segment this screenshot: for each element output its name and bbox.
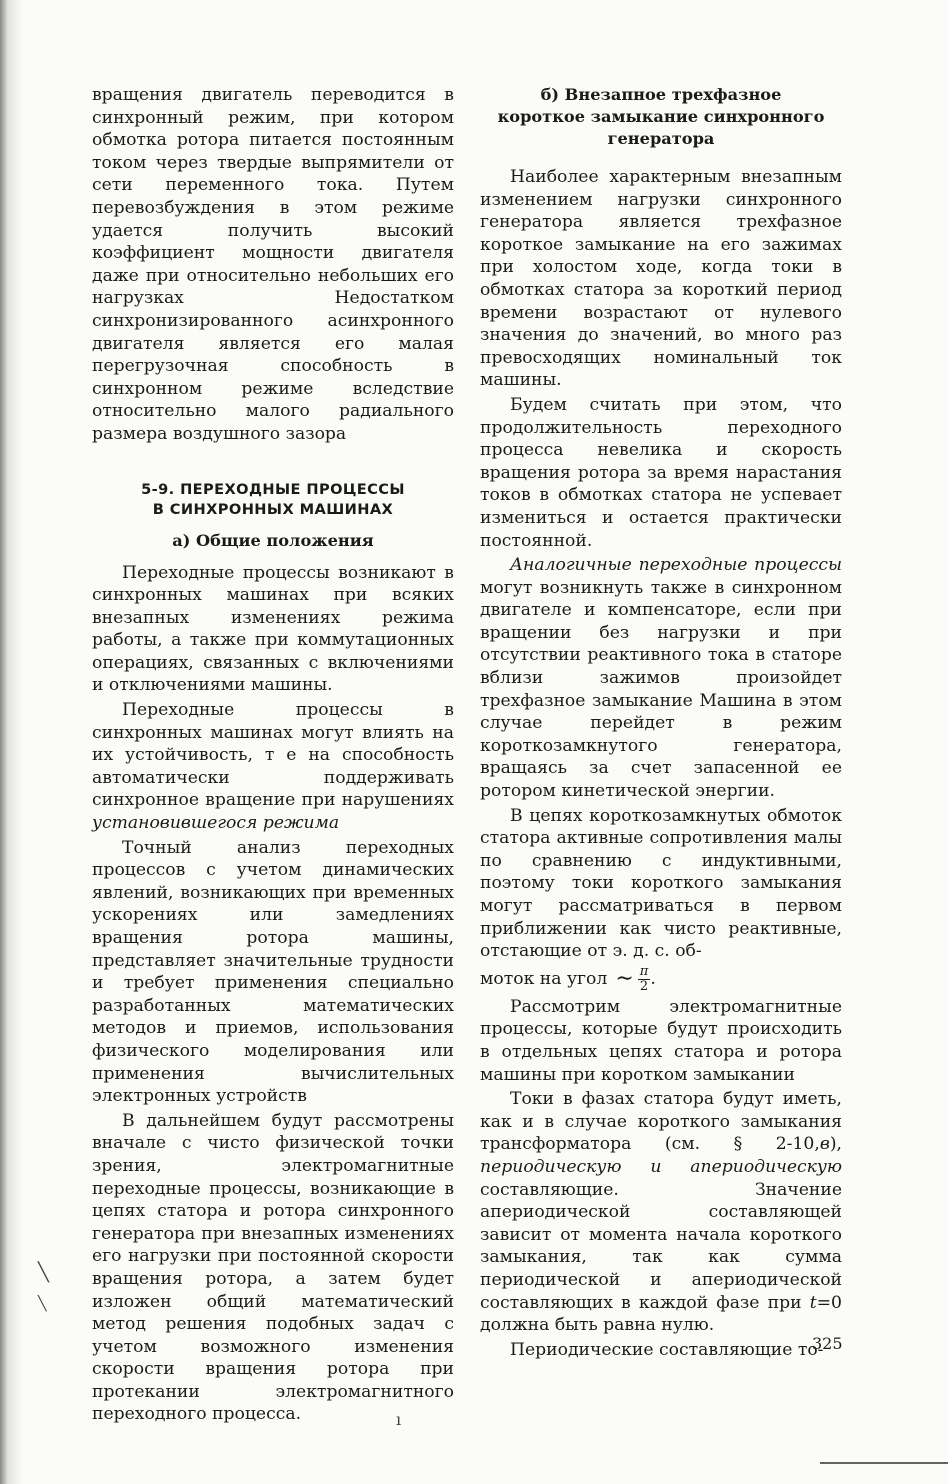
paragraph: Точный анализ переходных процессов с учетом динамических явлений, возникающих при временных ускорениях или замедлениях вращения ротора машины, представляет значительные трудности и требует применения специально разработанных математических методов и приемов, использования физического моделирования или применения вычислительных электронных устройств xyxy=(92,837,454,1107)
page-number: 325 xyxy=(812,1334,843,1353)
formula-line xyxy=(480,965,842,994)
section-heading-line1: 5-9. ПЕРЕХОДНЫЕ ПРОЦЕССЫ xyxy=(141,480,405,498)
paragraph-text: =0 должна быть равна нулю. xyxy=(480,1292,842,1336)
italic-phrase: периодическую и апериодическую xyxy=(480,1156,842,1177)
paragraph: Переходные процессы возникают в синхронных машинах при всяких внезапных изменениях режима работы, а также при коммутационных операциях, связанных с включениями и отключениями машины. xyxy=(92,562,454,696)
paragraph: В цепях короткозамкнутых обмоток статора активные сопротивления малы по сравнению с индуктивными, поэтому токи короткого замыкания могут рассматриваться в первом приближении как чисто реактивные, отстающие от э. д. с. об- xyxy=(480,805,842,962)
subsection-heading-b-line2: короткое замыкание синхронного xyxy=(497,107,825,126)
approx-symbol: ∼ xyxy=(615,965,634,991)
formula-end: . xyxy=(650,968,656,989)
scan-mark: ı xyxy=(396,1410,402,1429)
paragraph: Наиболее характерным внезапным изменением нагрузки синхронного генератора является трехфазное короткое замыкание на его зажимах при холостом ходе, когда токи в обмотках статора за короткий период времени возрастают от нулевого значения до значений, во много раз превосходящих номинальный ток машины. xyxy=(480,167,842,391)
scan-edge-shadow xyxy=(0,0,22,1484)
subsection-heading-b-line3: генератора xyxy=(607,129,715,148)
paragraph: Будем считать при этом, что продолжительность переходного процесса невелика и скорость вращения ротора за время нарастания токов в обмотках статора не успевает измениться и остается практически постоянной. xyxy=(480,394,842,551)
section-heading xyxy=(92,480,454,520)
subsection-heading-b-line1: б) Внезапное трехфазное xyxy=(540,85,782,104)
scan-rule xyxy=(820,1462,948,1464)
paragraph-text: могут возникнуть также в синхронном двигателе и компенсаторе, если при вращении без нагрузки и при отсутствии реактивного тока в статоре вблизи зажимов произойдет трехфазное замыкание Машина в этом случае перейдет в режим короткозамкнутого генератора, вращаясь за счет запасенной ее ротором кинетической энергии. xyxy=(480,577,842,802)
paragraph: В дальнейшем будут рассмотрены вначале с чисто физической точки зрения, электромагнитные переходные процессы, возникающие в цепях статора и ротора синхронного генератора при внезапных изменениях его нагрузки при постоянной скорости вращения ротора, а затем будет изложен общий математический метод решения подобных задач с учетом возможного изменения скорости вращения ротора при протекании электромагнитного переходного процесса. xyxy=(92,1110,454,1425)
variable-t: t xyxy=(809,1292,817,1313)
left-column xyxy=(92,84,454,1426)
section-heading-line2: В СИНХРОННЫХ МАШИНАХ xyxy=(152,500,394,518)
paragraph-text: Токи в фазах статора будут иметь, как и в случае короткого замыкания трансформатора (см. § 2-10, xyxy=(480,1089,842,1155)
paragraph-text: составляющие. Значение апериодической составляющей зависит от момента начала короткого замыкания, так как сумма периодической и апериодической составляющих в каждой фазе при xyxy=(480,1179,842,1313)
paragraph xyxy=(92,699,454,835)
formula-lead-text: моток на угол xyxy=(480,968,608,989)
subsection-heading-a: а) Общие положения xyxy=(172,530,374,550)
paragraph-text: Переходные процессы в синхронных машинах могут влиять на их устойчивость, т е на способность автоматически поддерживать синхронное вращение при нарушениях xyxy=(92,700,454,811)
paragraph: Рассмотрим электромагнитные процессы, которые будут происходить в отдельных цепях статора и ротора машины при коротком замыкании xyxy=(480,996,842,1085)
paragraph: Периодические составляющие то- xyxy=(510,1339,824,1360)
subsection-heading-b xyxy=(480,84,842,150)
intro-paragraph: вращения двигатель переводится в синхронный режим, при котором обмотка ротора питается постоянным током через твердые выпрямители от сети переменного тока. Путем перевозбуждения в этом режиме удается получить высокий коэффициент мощности двигателя даже при относительно небольших его нагрузках Недостатком синхронизированного асинхронного двигателя является его малая перегрузочная способность в синхронном режиме вследствие относительно малого радиального размера воздушного зазора xyxy=(92,85,454,444)
scan-mark: ╲ xyxy=(38,1262,49,1283)
fraction-numerator: π xyxy=(639,963,649,979)
italic-letter: в xyxy=(819,1134,830,1155)
fraction-pi-over-2 xyxy=(638,965,651,994)
right-column xyxy=(480,84,842,1361)
italic-phrase: Аналогичные переходные процессы xyxy=(510,555,842,576)
fraction-denominator: 2 xyxy=(639,978,649,994)
paragraph xyxy=(480,554,842,803)
paragraph xyxy=(480,1088,842,1337)
italic-phrase: установившегося режима xyxy=(92,813,340,834)
scan-mark: ╲ xyxy=(38,1296,47,1312)
paragraph-text: ), xyxy=(829,1134,842,1155)
